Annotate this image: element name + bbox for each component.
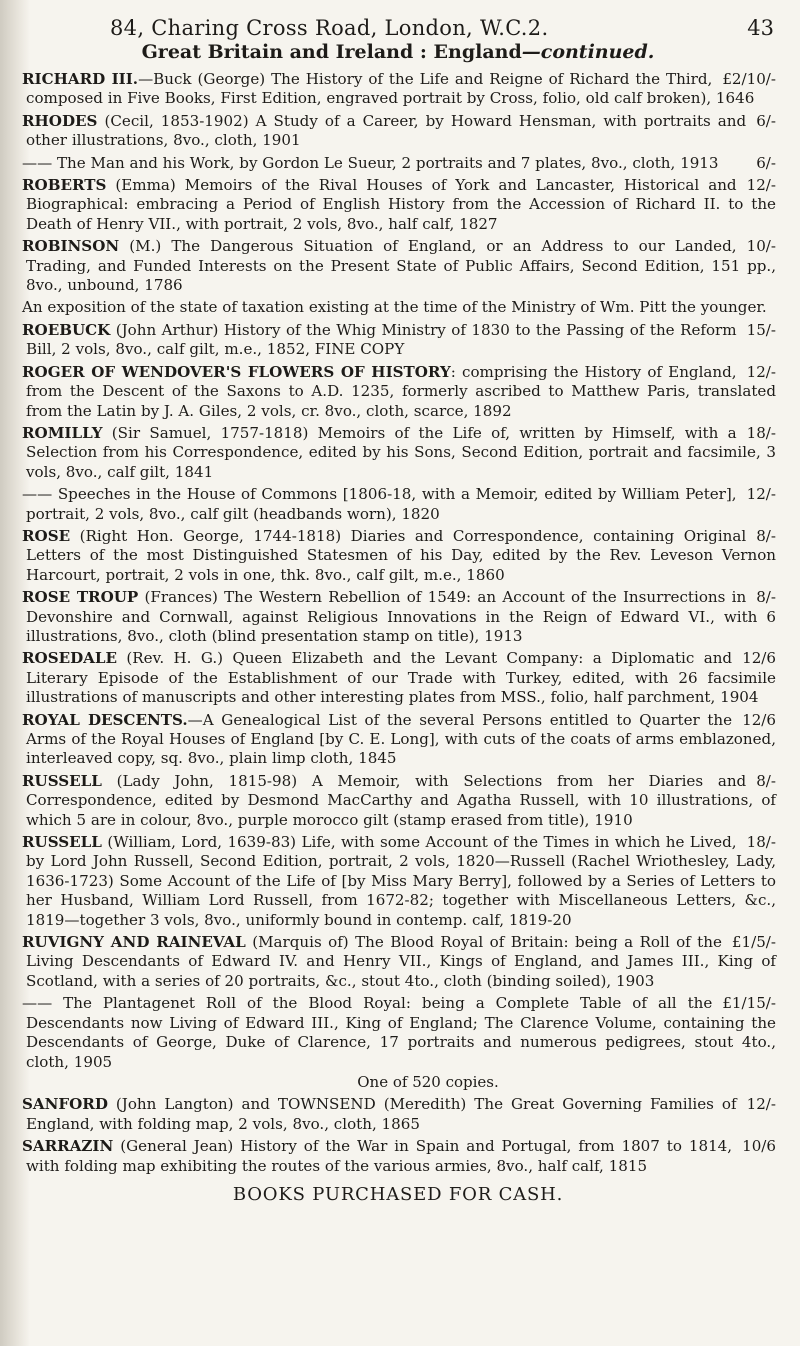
catalogue-entry <box>20 485 776 524</box>
entry-description: —— Speeches in the House of Commons [1806-18, with a Memoir, edited by William Peter], portrait, 2 vols, 8vo., calf gilt (headbands worn), 1820 <box>22 485 737 523</box>
entry-heading: ROMILLY <box>22 423 103 442</box>
entry-price: 10/6 <box>742 1137 776 1156</box>
catalogue-entry <box>20 649 776 707</box>
catalogue-entry <box>20 70 776 109</box>
entry-price: 12/- <box>746 176 776 195</box>
edition-note: One of 520 copies. <box>357 1072 499 1091</box>
entry-price: 8/- <box>756 588 776 607</box>
entry-description: (Marquis of) The Blood Royal of Britain: being a Roll of the Living Descendants of Edward IV. and Henry VII., Kings of England, and James III., King of Scotland, with a series of 20 portraits, &c., stout 4to., cloth (binding soiled), 1903 <box>26 933 776 990</box>
catalogue-entry <box>20 363 776 421</box>
catalogue-entries <box>20 70 776 1176</box>
entry-description: (Rev. H. G.) Queen Elizabeth and the Levant Company: a Diplomatic and Literary Episode of the Establishment of our Trade with Turkey, edited, with 26 facsimile illustrations of manuscripts and other interesting plates from MSS., folio, half parchment, 1904 <box>26 649 776 707</box>
entry-heading: ROGER OF WENDOVER'S FLOWERS OF HISTORY <box>22 362 451 381</box>
section-title-continued: —continued. <box>521 41 655 63</box>
header-address: 84, Charing Cross Road, London, W.C.2. <box>110 16 549 40</box>
catalogue-entry <box>20 588 776 646</box>
section-title-main: England <box>433 41 522 63</box>
entry-heading: ROYAL DESCENTS. <box>22 710 188 729</box>
catalogue-page <box>20 0 776 1346</box>
catalogue-entry <box>20 237 776 295</box>
entry-price: 8/- <box>756 771 776 790</box>
entry-description: : comprising the History of England, from the Descent of the Saxons to A.D. 1235, formerly ascribed to Matthew Paris, translated from the Latin by J. A. Giles, 2 vols, cr. 8vo., cloth, scarce, 1892 <box>26 362 776 420</box>
entry-description: —— The Plantagenet Roll of the Blood Royal: being a Complete Table of all the Descendants now Living of Edward III., King of England; The Clarence Volume, containing the Descendants of George, Duke of Clarence, 17 portraits and numerous pedigrees, stout 4to., cloth, 1905 <box>22 994 776 1071</box>
entry-price: 15/- <box>746 320 776 339</box>
entry-description: —Buck (George) The History of the Life and Reigne of Richard the Third, composed in Five Books, First Edition, engraved portrait by Cross, folio, old calf broken), 1646 <box>26 70 755 108</box>
entry-price: 6/- <box>756 111 776 130</box>
entry-note: An exposition of the state of taxation existing at the time of the Ministry of Wm. Pitt the younger. <box>22 298 767 317</box>
entry-price: 12/- <box>746 485 776 504</box>
catalogue-entry <box>20 933 776 991</box>
entry-price: 12/- <box>746 1095 776 1114</box>
entry-description: (John Arthur) History of the Whig Ministry of 1830 to the Passing of the Reform Bill, 2 vols, 8vo., calf gilt, m.e., 1852, FINE COPY <box>26 320 737 359</box>
catalogue-entry <box>20 424 776 482</box>
entry-description: (Frances) The Western Rebellion of 1549: an Account of the Insurrections in Devonshire and Cornwall, against Religious Innovations in the Reign of Edward VI., with 6 illustrations, 8vo., cloth (blind presentation stamp on title), 1913 <box>26 588 776 645</box>
entry-price: £1/5/- <box>731 933 776 952</box>
entry-heading: ROBERTS <box>22 176 107 195</box>
entry-heading: RHODES <box>22 111 98 130</box>
entry-heading: ROSEDALE <box>22 649 118 668</box>
entry-heading: ROSE <box>22 526 71 545</box>
entry-price: 12/6 <box>742 649 776 668</box>
section-title-prefix: Great Britain and Ireland : <box>141 41 427 63</box>
entry-heading: RICHARD III. <box>22 70 139 88</box>
entry-description: (Cecil, 1853-1902) A Study of a Career, by Howard Hensman, with portraits and other illustrations, 8vo., cloth, 1901 <box>26 111 747 150</box>
entry-price: 6/- <box>756 153 776 172</box>
entry-price: £2/10/- <box>722 70 776 88</box>
entry-description: (Right Hon. George, 1744-1818) Diaries and Correspondence, containing Original Letters of the most Distinguished Statesmen of his Day, edited by the Rev. Leveson Vernon Harcourt, portrait, 2 vols in one, thk. 8vo., calf gilt, m.e., 1860 <box>26 526 776 584</box>
entry-heading: ROSE TROUP <box>22 588 139 607</box>
entry-description: (M.) The Dangerous Situation of England, or an Address to our Landed, Trading, and Funded Interests on the Present State of Public Affairs, Second Edition, 151 pp., 8vo., unbound, 1786 <box>26 237 776 295</box>
entry-heading: SARRAZIN <box>22 1137 114 1156</box>
entry-price: 12/- <box>746 362 776 381</box>
entry-heading: RUSSELL <box>22 833 102 852</box>
entry-description: (Emma) Memoirs of the Rival Houses of York and Lancaster, Historical and Biographical: embracing a Period of English History from the Accession of Richard II. to the Death of Henry VII., with portrait, 2 vols, 8vo., half calf, 1827 <box>26 176 776 233</box>
running-header <box>20 0 776 62</box>
catalogue-entry <box>20 154 776 173</box>
entry-price: 12/6 <box>742 710 776 729</box>
catalogue-entry <box>20 112 776 151</box>
catalogue-entry <box>20 711 776 769</box>
entry-description: (General Jean) History of the War in Spain and Portugal, from 1807 to 1814, with folding map exhibiting the routes of the various armies, 8vo., half calf, 1815 <box>26 1137 733 1175</box>
entry-heading: ROEBUCK <box>22 320 111 339</box>
catalogue-entry <box>20 527 776 585</box>
catalogue-entry <box>20 321 776 360</box>
entry-description: —A Genealogical List of the several Persons entitled to Quarter the Arms of the Royal Houses of England [by C. E. Long], with cuts of the coats of arms emblazoned, interleaved copy, sq. 8vo., plain limp cloth, 1845 <box>26 710 776 768</box>
catalogue-entry <box>20 994 776 1072</box>
entry-price: 8/- <box>756 526 776 545</box>
entry-description: (Sir Samuel, 1757-1818) Memoirs of the Life of, written by Himself, with a Selection from his Correspondence, edited by his Sons, Second Edition, portrait and facsimile, 3 vols, 8vo., calf gilt, 1841 <box>26 423 776 481</box>
catalogue-entry <box>20 1137 776 1176</box>
entry-price: £1/15/- <box>722 994 776 1013</box>
catalogue-entry <box>20 772 776 830</box>
catalogue-entry-note <box>20 298 776 317</box>
entry-heading: RUVIGNY AND RAINEVAL <box>22 933 246 952</box>
entry-price: 18/- <box>746 423 776 442</box>
page-number: 43 <box>747 16 774 40</box>
catalogue-entry <box>20 1095 776 1134</box>
entry-price: 10/- <box>746 237 776 256</box>
entry-price: 18/- <box>746 833 776 852</box>
entry-heading: ROBINSON <box>22 237 120 256</box>
entry-description: (William, Lord, 1639-83) Life, with some Account of the Times in which he Lived, by Lord John Russell, Second Edition, portrait, 2 vols, 1820—Russell (Rachel Wriothesley, Lady, 1636-1723) Some Account of the Life of [by Miss Mary Berry], followed by a Series of Letters to her Husband, William Lord Russell, from 1672-82; together with Miscellaneous Letters, &c., 1819—together 3 vols, 8vo., uniformly bound in contemp. calf, 1819-20 <box>26 833 776 929</box>
catalogue-entry <box>20 176 776 234</box>
entry-description: (John Langton) and TOWNSEND (Meredith) The Great Governing Families of England, with folding map, 2 vols, 8vo., cloth, 1865 <box>26 1095 737 1133</box>
entry-heading: SANFORD <box>22 1095 108 1114</box>
page-footer: BOOKS PURCHASED FOR CASH. <box>232 1183 564 1205</box>
entry-description: (Lady John, 1815-98) A Memoir, with Selections from her Diaries and Correspondence, edited by Desmond MacCarthy and Agatha Russell, with 10 illustrations, of which 5 are in colour, 8vo., purple morocco gilt (stamp erased from title), 1910 <box>26 771 776 829</box>
entry-heading: RUSSELL <box>22 771 102 790</box>
entry-description: —— The Man and his Work, by Gordon Le Sueur, 2 portraits and 7 plates, 8vo., cloth, 1913 <box>22 153 719 172</box>
catalogue-entry <box>20 833 776 930</box>
